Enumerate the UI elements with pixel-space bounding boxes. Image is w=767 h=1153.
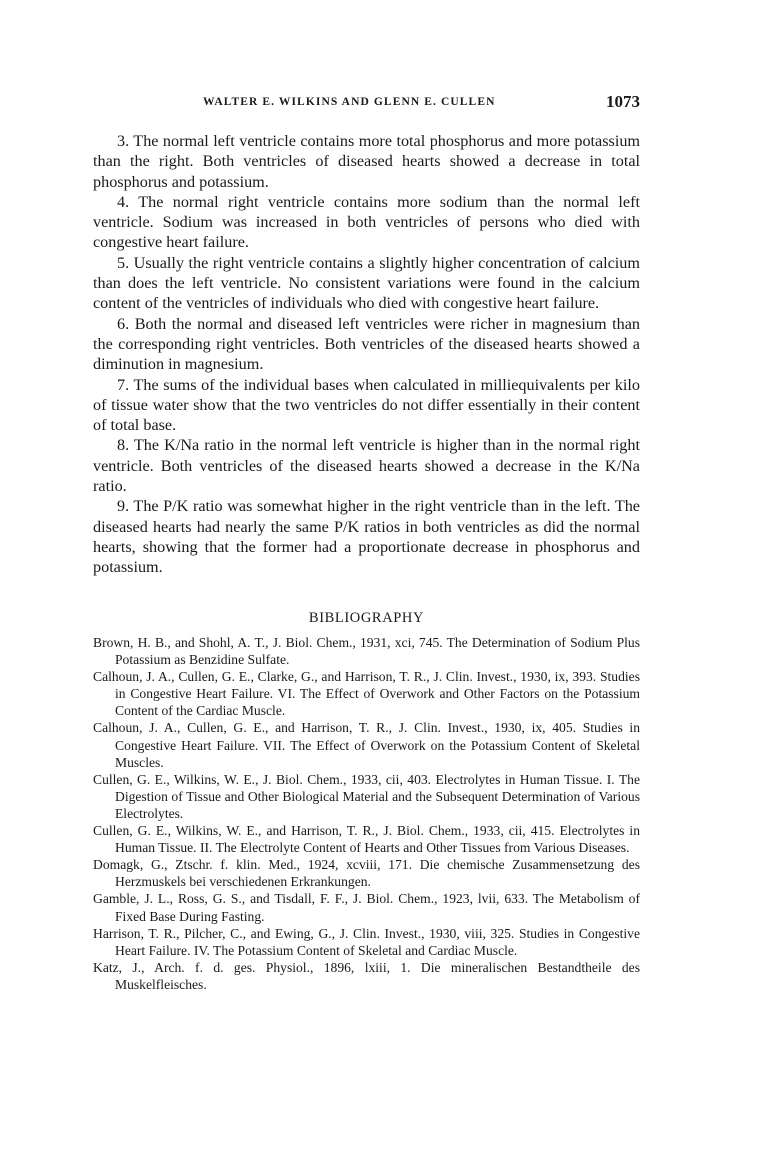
conclusion-item: 9. The P/K ratio was somewhat higher in the right ventricle than in the left. The diseased hearts had nearly the same P/K ratios in both ventricles as did the normal hearts, showing that the former had a proportionate decrease in phosphorus and potassium. [93, 497, 640, 577]
bibliography-entry: Domagk, G., Ztschr. f. klin. Med., 1924, xcviii, 171. Die chemische Zusammensetzung des Herzmuskels bei verschiedenen Erkrankungen. [93, 857, 640, 890]
bibliography-entry: Cullen, G. E., Wilkins, W. E., and Harrison, T. R., J. Biol. Chem., 1933, cii, 415. Electrolytes in Human Tissue. II. The Electrolyte Content of Hearts and Other Tissues from Various Diseases. [93, 823, 640, 856]
conclusion-item: 7. The sums of the individual bases when calculated in milliequivalents per kilo of tissue water show that the two ventricles do not differ essentially in their content of total base. [93, 375, 640, 435]
conclusion-item: 8. The K/Na ratio in the normal left ventricle is higher than in the normal right ventricle. Both ventricles of the diseased hearts showed a decrease in the K/Na ratio. [93, 436, 640, 496]
bibliography-entry: Cullen, G. E., Wilkins, W. E., J. Biol. Chem., 1933, cii, 403. Electrolytes in Human Tissue. I. The Digestion of Tissue and Other Biological Material and the Subsequent Determination of Various Electrolytes. [93, 771, 640, 821]
bibliography-heading: BIBLIOGRAPHY [308, 610, 425, 626]
conclusion-item: 6. Both the normal and diseased left ventricles were richer in magnesium than the corresponding right ventricles. Both ventricles of the diseased hearts showed a diminution in magnesium. [93, 314, 640, 374]
bibliography-entry: Gamble, J. L., Ross, G. S., and Tisdall, F. F., J. Biol. Chem., 1923, lvii, 633. The Metabolism of Fixed Base During Fasting. [93, 891, 640, 924]
bibliography-entry: Harrison, T. R., Pilcher, C., and Ewing, G., J. Clin. Invest., 1930, viii, 325. Studies in Congestive Heart Failure. IV. The Potassium Content of Skeletal and Cardiac Muscle. [93, 925, 640, 958]
bibliography-entry: Calhoun, J. A., Cullen, G. E., Clarke, G., and Harrison, T. R., J. Clin. Invest., 1930, ix, 393. Studies in Congestive Heart Failure. VI. The Effect of Overwork and Other Factors on the Potassium Content of the Cardiac Muscle. [93, 669, 640, 719]
conclusion-item: 4. The normal right ventricle contains more sodium than the normal left ventricle. Sodium was increased in both ventricles of persons who died with congestive heart failure. [93, 192, 640, 252]
bibliography-entry: Calhoun, J. A., Cullen, G. E., and Harrison, T. R., J. Clin. Invest., 1930, ix, 405. Studies in Congestive Heart Failure. VII. The Effect of Overwork on the Potassium Content of Skeletal Muscles. [93, 720, 640, 770]
bibliography-entry: Brown, H. B., and Shohl, A. T., J. Biol. Chem., 1931, xci, 745. The Determination of Sodium Plus Potassium as Benzidine Sulfate. [93, 635, 640, 668]
conclusion-item: 3. The normal left ventricle contains more total phosphorus and more potassium than the right. Both ventricles of diseased hearts showed a decrease in total phosphorus and potassium. [93, 132, 640, 191]
running-head-authors: WALTER E. WILKINS AND GLENN E. CULLEN [203, 96, 496, 108]
bibliography-entry: Katz, J., Arch. f. d. ges. Physiol., 1896, lxiii, 1. Die mineralischen Bestandtheile des Muskelfleisches. [93, 959, 640, 992]
page-number: 1073 [606, 92, 640, 111]
conclusion-item: 5. Usually the right ventricle contains a slightly higher concentration of calcium than does the left ventricle. No consistent variations were found in the calcium content of the ventricles of individuals who died with congestive heart failure. [93, 253, 640, 313]
running-head [93, 92, 640, 114]
conclusions-list [93, 131, 640, 578]
bibliography-list [93, 634, 640, 993]
